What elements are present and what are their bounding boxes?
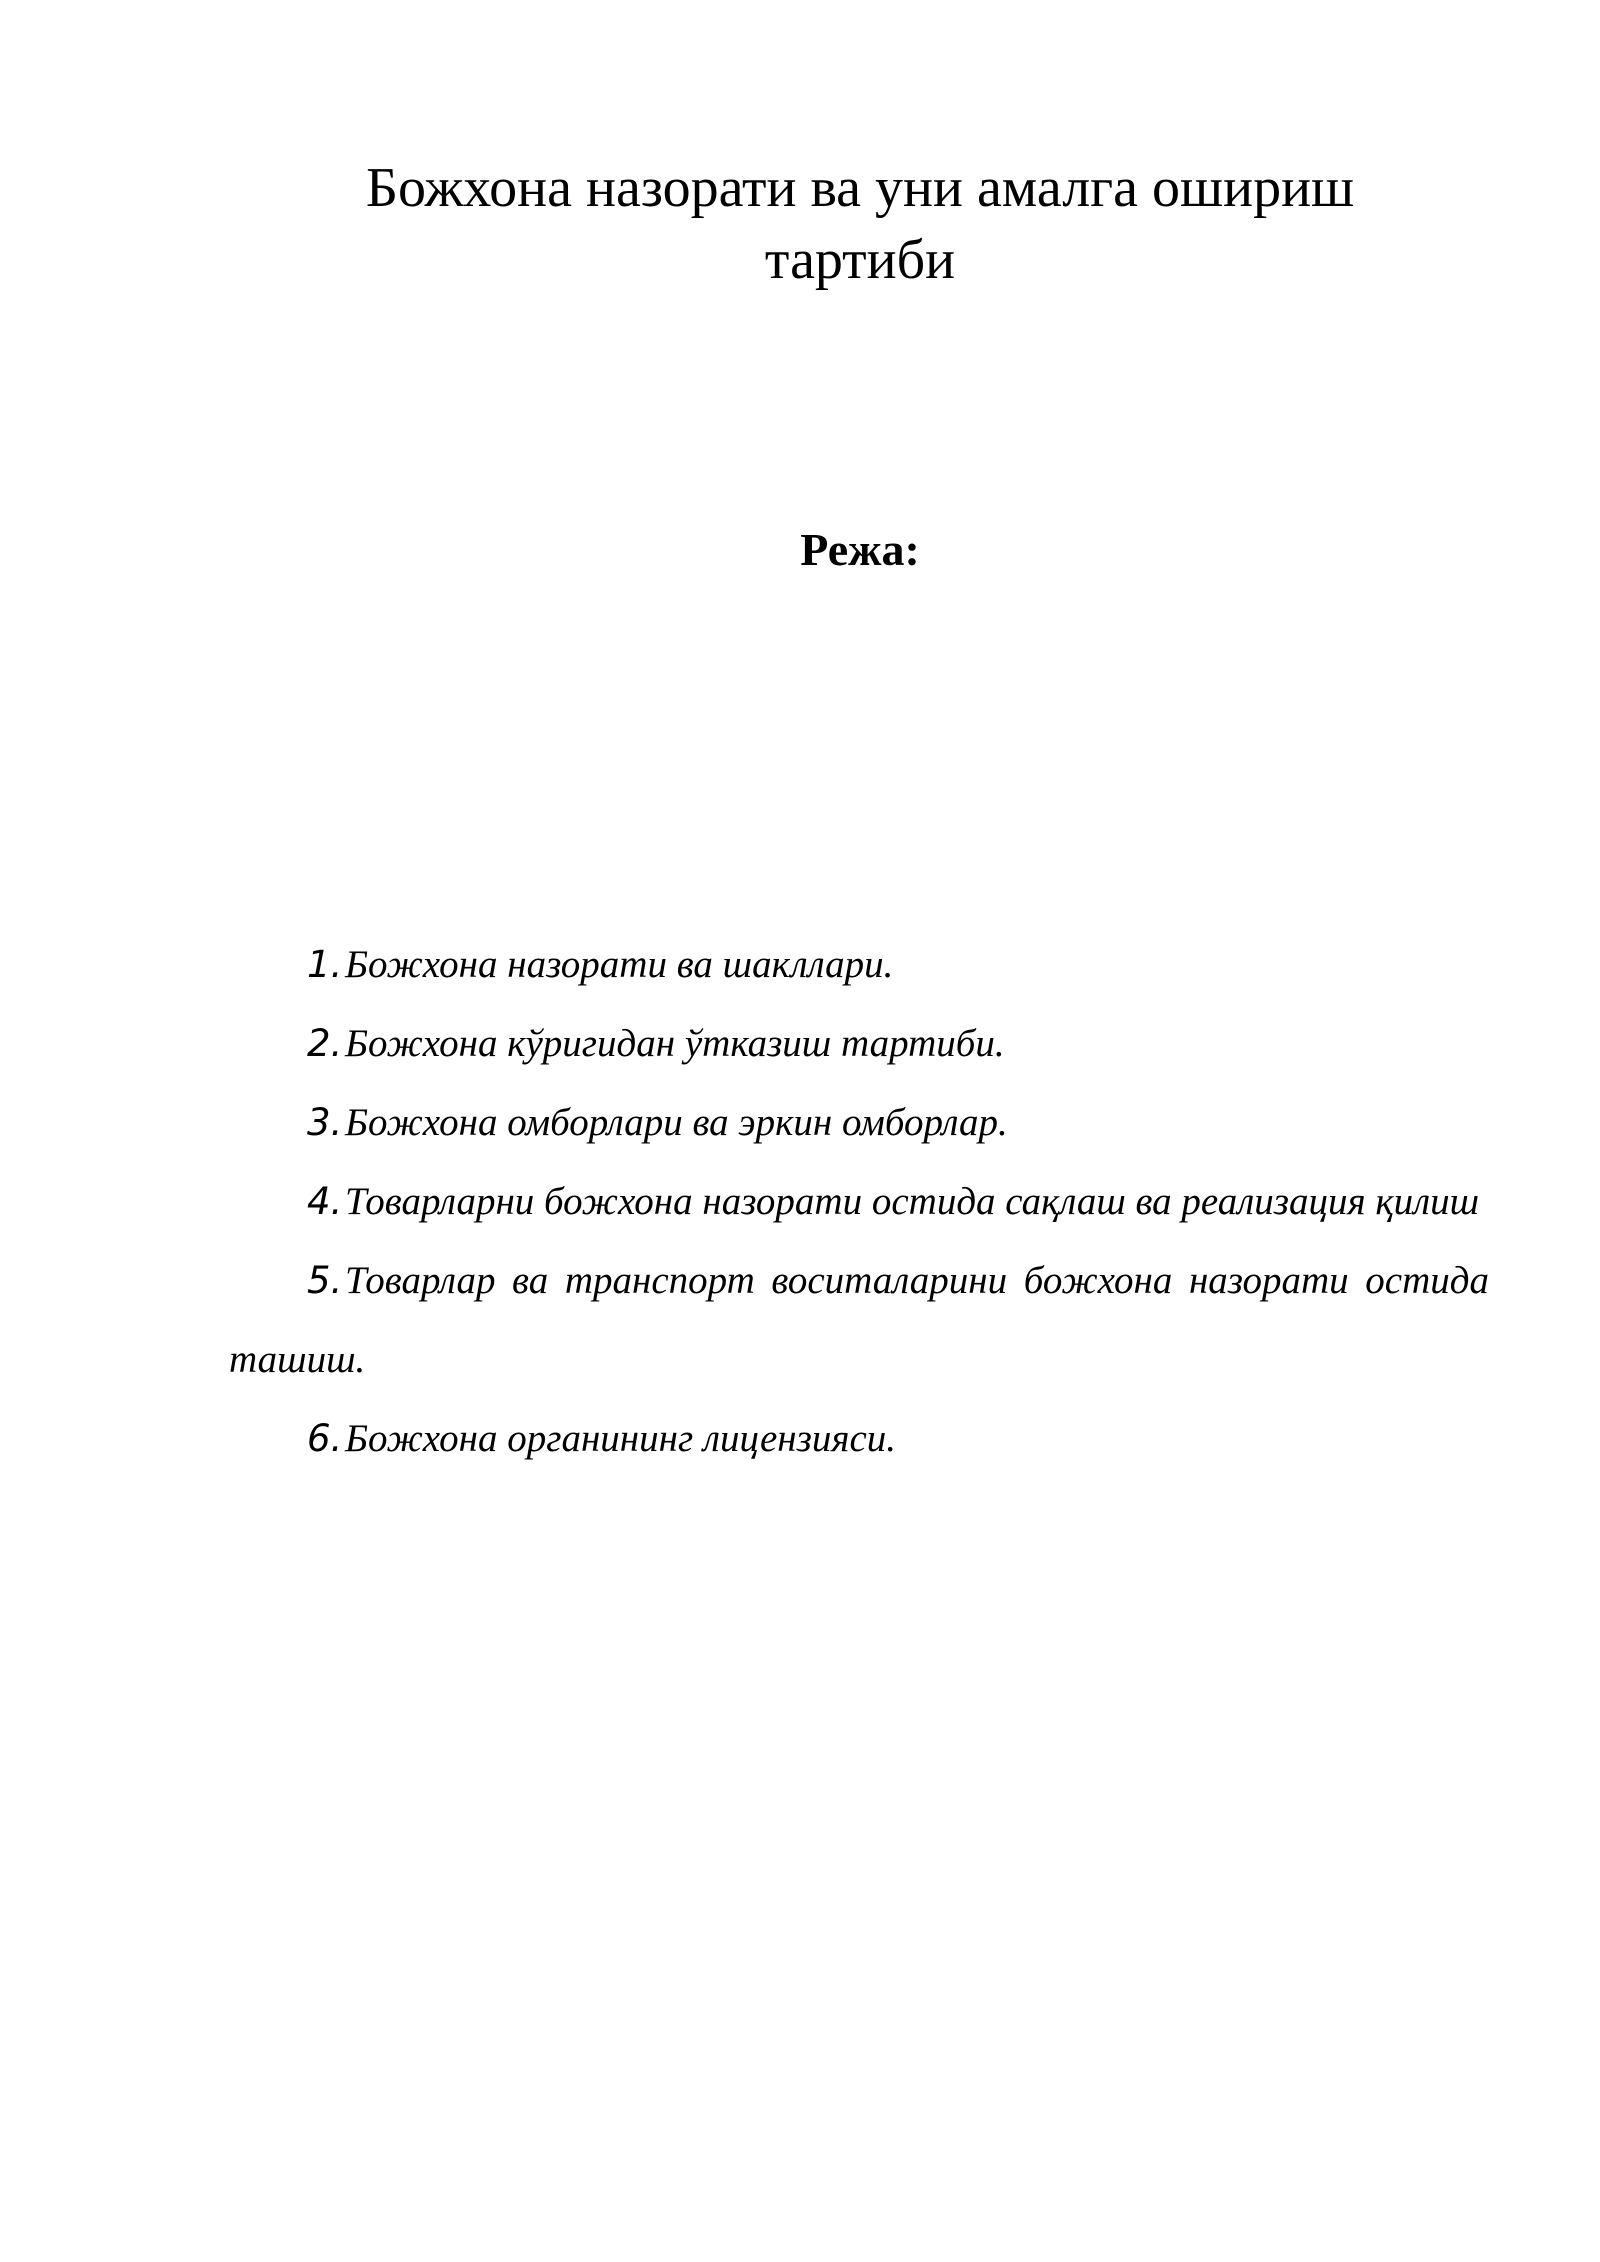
list-item-number: 1.: [307, 943, 343, 986]
list-item-number: 5.: [307, 1259, 343, 1302]
list-item-text: Божхона назорати ва шакллари.: [345, 943, 894, 986]
plan-heading: Режа:: [800, 524, 920, 575]
list-item-text: Божхона органининг лицензияси.: [345, 1417, 897, 1460]
plan-list: [229, 925, 1489, 1478]
list-item: [229, 1399, 1489, 1478]
list-item-text: Товарлар ва транспорт воситаларини божхона назорати остида ташиш.: [229, 1259, 1489, 1381]
list-item: [229, 1004, 1489, 1083]
list-item: [229, 1241, 1489, 1399]
list-item: [229, 925, 1489, 1004]
list-item-number: 2.: [307, 1022, 343, 1065]
list-item: [229, 1083, 1489, 1162]
document-title-line: тартиби: [764, 229, 956, 291]
list-item-number: 6.: [307, 1417, 343, 1460]
list-item: [229, 1162, 1489, 1241]
list-item-text: Божхона кўригидан ўтказиш тартиби.: [345, 1022, 1005, 1065]
list-item-number: 3.: [307, 1101, 343, 1144]
document-title-line: Божхона назорати ва уни амалга ошириш: [365, 157, 1355, 219]
list-item-text: Божхона омборлари ва эркин омборлар.: [345, 1101, 1008, 1144]
document-title: [230, 152, 1490, 296]
list-item-text: Товарларни божхона назорати остида сақлаш ва реализация қилиш: [345, 1180, 1480, 1223]
list-item-number: 4.: [307, 1180, 343, 1223]
